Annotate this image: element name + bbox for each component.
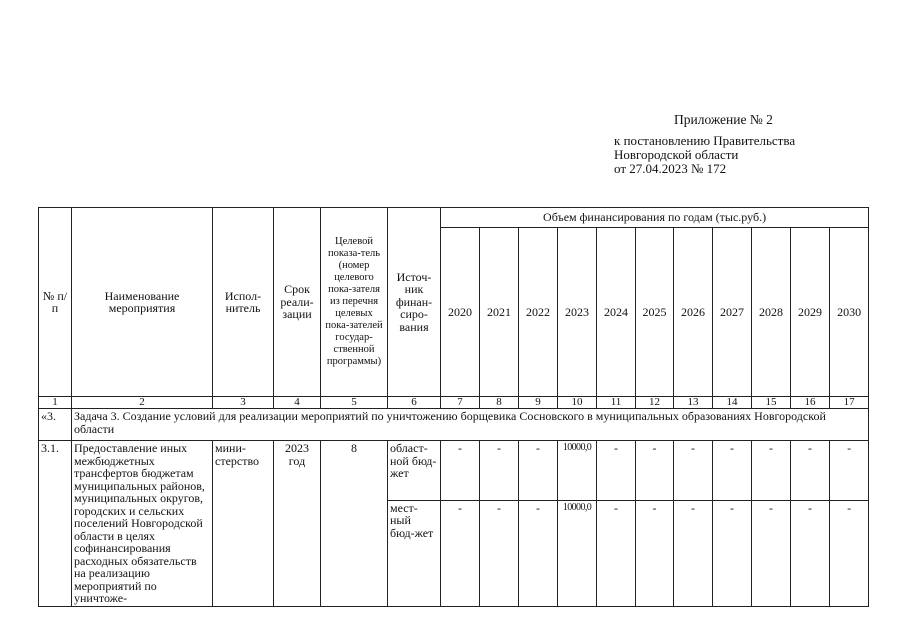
column-number: 1 — [39, 397, 72, 409]
financing-table — [38, 207, 869, 607]
year-cell: 2030 — [830, 228, 869, 397]
year-cell: 2021 — [480, 228, 519, 397]
value-cell: - — [480, 441, 519, 501]
task-num: «3. — [39, 409, 72, 441]
source-name: мест-ный бюд-жет — [388, 500, 441, 606]
column-number: 4 — [274, 397, 321, 409]
source-name: област-ной бюд-жет — [388, 441, 441, 501]
value-cell: 10000,0 — [558, 441, 597, 501]
value-cell: - — [674, 500, 713, 606]
table-row — [39, 441, 869, 501]
header-source: Источ-ник финан-сиро-вания — [388, 208, 441, 397]
column-number: 16 — [791, 397, 830, 409]
value-cell: - — [597, 500, 636, 606]
annex-line-2: Новгородской области — [614, 147, 739, 162]
header-num: № п/п — [39, 208, 72, 397]
column-number: 5 — [321, 397, 388, 409]
year-cell: 2020 — [441, 228, 480, 397]
column-number: 6 — [388, 397, 441, 409]
annex-line-1: к постановлению Правительства — [614, 133, 796, 148]
annex-header — [614, 113, 795, 176]
column-number: 10 — [558, 397, 597, 409]
value-cell: - — [752, 441, 791, 501]
column-number-row — [39, 397, 869, 409]
value-cell: - — [791, 441, 830, 501]
value-cell: - — [636, 500, 674, 606]
value-cell: - — [713, 441, 752, 501]
task-row — [39, 409, 869, 441]
header-financing: Объем финансирования по годам (тыс.руб.) — [441, 208, 869, 228]
year-cell: 2022 — [519, 228, 558, 397]
column-number: 3 — [213, 397, 274, 409]
year-cell: 2026 — [674, 228, 713, 397]
value-cell: - — [713, 500, 752, 606]
row-executor: мини-стерство — [213, 441, 274, 607]
column-number: 13 — [674, 397, 713, 409]
column-number: 17 — [830, 397, 869, 409]
value-cell: - — [441, 441, 480, 501]
value-cell: - — [519, 500, 558, 606]
value-cell: - — [752, 500, 791, 606]
value-cell: - — [830, 441, 869, 501]
row-num: 3.1. — [39, 441, 72, 607]
column-number: 12 — [636, 397, 674, 409]
column-number: 9 — [519, 397, 558, 409]
annex-title: Приложение № 2 — [674, 112, 773, 127]
task-text: Задача 3. Создание условий для реализации мероприятий по уничтожению борщевика Сосновского в муниципальных образованиях Новгородской области — [72, 409, 869, 441]
header-name: Наименование мероприятия — [72, 208, 213, 397]
year-cell: 2027 — [713, 228, 752, 397]
header-executor: Испол-нитель — [213, 208, 274, 397]
year-cell: 2025 — [636, 228, 674, 397]
header-row-1 — [39, 208, 869, 228]
value-cell: - — [597, 441, 636, 501]
value-cell: - — [441, 500, 480, 606]
annex-line-3: от 27.04.2023 № 172 — [614, 161, 727, 176]
column-number: 14 — [713, 397, 752, 409]
column-number: 7 — [441, 397, 480, 409]
column-number: 15 — [752, 397, 791, 409]
year-cell: 2024 — [597, 228, 636, 397]
header-term: Срок реали-зации — [274, 208, 321, 397]
column-number: 11 — [597, 397, 636, 409]
value-cell: - — [480, 500, 519, 606]
header-indicator: Целевой показа-тель (номер целевого пока-зателя из перечня целевых пока-зателей государ-ственной программы) — [321, 208, 388, 397]
column-number: 8 — [480, 397, 519, 409]
year-cell: 2029 — [791, 228, 830, 397]
value-cell: - — [791, 500, 830, 606]
row-indicator: 8 — [321, 441, 388, 607]
value-cell: - — [674, 441, 713, 501]
year-cell: 2028 — [752, 228, 791, 397]
value-cell: 10000,0 — [558, 500, 597, 606]
column-number: 2 — [72, 397, 213, 409]
row-name: Предоставление иных межбюджетных трансфертов бюджетам муниципальных районов, муниципальных округов, городских и сельских поселений Новгородской области в целях софинансирования расходных обязательств на реализацию мероприятий по уничтоже- — [72, 441, 213, 607]
year-cell: 2023 — [558, 228, 597, 397]
value-cell: - — [830, 500, 869, 606]
value-cell: - — [636, 441, 674, 501]
row-term: 2023 год — [274, 441, 321, 607]
value-cell: - — [519, 441, 558, 501]
